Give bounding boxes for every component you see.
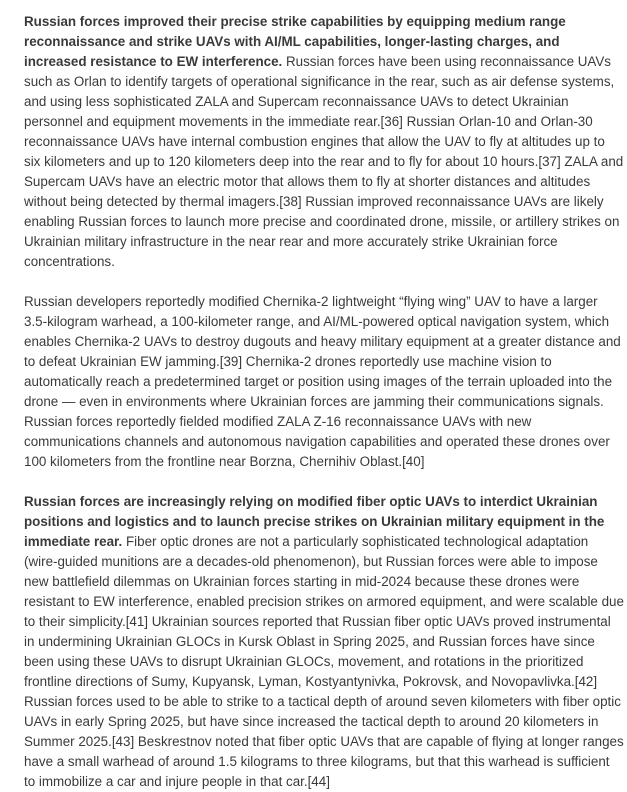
paragraph-strike-capabilities xyxy=(24,12,624,272)
paragraph-chernika-2 xyxy=(24,292,624,472)
paragraph-lead: Russian forces improved their precise strike capabilities by equipping medium range reconnaissance and strike UAVs with AI/ML capabilities, longer-lasting charges, and increased resistance to EW interference. xyxy=(24,14,566,69)
paragraph-text: Russian developers reportedly modified Chernika-2 lightweight “flying wing” UAV to have a larger 3.5-kilogram warhead, a 100-kilometer range, and AI/ML-powered optical navigation system, which enables Chernika-2 UAVs to destroy dugouts and heavy military equipment at a greater distance and to defeat Ukrainian EW jamming.[39] Chernika-2 drones reportedly use machine vision to automatically reach a predetermined target or position using images of the terrain uploaded into the drone — even in environments where Ukrainian forces are jamming their communications signals. Russian forces reportedly fielded modified ZALA Z-16 reconnaissance UAVs with new communications channels and autonomous navigation capabilities and operated these drones over 100 kilometers from the frontline near Borzna, Chernihiv Oblast.[40] xyxy=(24,294,621,469)
paragraph-lead: Russian forces are increasingly relying on modified fiber optic UAVs to interdict Ukrainian positions and logistics and to launch precise strikes on Ukrainian military equipment in the immediate rear. xyxy=(24,494,605,549)
paragraph-fiber-optic-uavs xyxy=(24,492,624,792)
paragraph-text: Russian forces have been using reconnaissance UAVs such as Orlan to identify targets of operational significance in the rear, such as air defense systems, and using less sophisticated ZALA and Supercam reconnaissance UAVs to detect Ukrainian personnel and equipment movements in the immediate rear.[36] Russian Orlan-10 and Orlan-30 reconnaissance UAVs have internal combustion engines that allow the UAV to fly at altitudes up to six kilometers and up to 120 kilometers deep into the rear and to fly for about 10 hours.[37] ZALA and Supercam UAVs have an electric motor that allows them to fly at shorter distances and altitudes without being detected by thermal imagers.[38] Russian improved reconnaissance UAVs are likely enabling Russian forces to launch more precise and coordinated drone, missile, or artillery strikes on Ukrainian military infrastructure in the near rear and more accurately strike Ukrainian force concentrations. xyxy=(24,54,624,269)
paragraph-text: Fiber optic drones are not a particularly sophisticated technological adaptation (wire-guided munitions are a decades-old phenomenon), but Russian forces were able to impose new battlefield dilemmas on Ukrainian forces starting in mid-2024 because these drones were resistant to EW interference, enabled precision strikes on armored equipment, and were scalable due to their simplicity.[41] Ukrainian sources reported that Russian fiber optic UAVs proved instrumental in undermining Ukrainian GLOCs in Kursk Oblast in Spring 2025, and Russian forces have since been using these UAVs to disrupt Ukrainian GLOCs, movement, and rotations in the prioritized frontline directions of Sumy, Kupyansk, Lyman, Kostyantynivka, Pokrovsk, and Novopavlivka.[42] Russian forces used to be able to strike to a tactical depth of around seven kilometers with fiber optic UAVs in early Spring 2025, but have since increased the tactical depth to around 20 kilometers in Summer 2025.[43] Beskrestnov noted that fiber optic UAVs that are capable of flying at longer ranges have a small warhead of around 1.5 kilograms to three kilograms, but that this warhead is sufficient to immobilize a car and injure people in that car.[44] xyxy=(24,534,624,789)
